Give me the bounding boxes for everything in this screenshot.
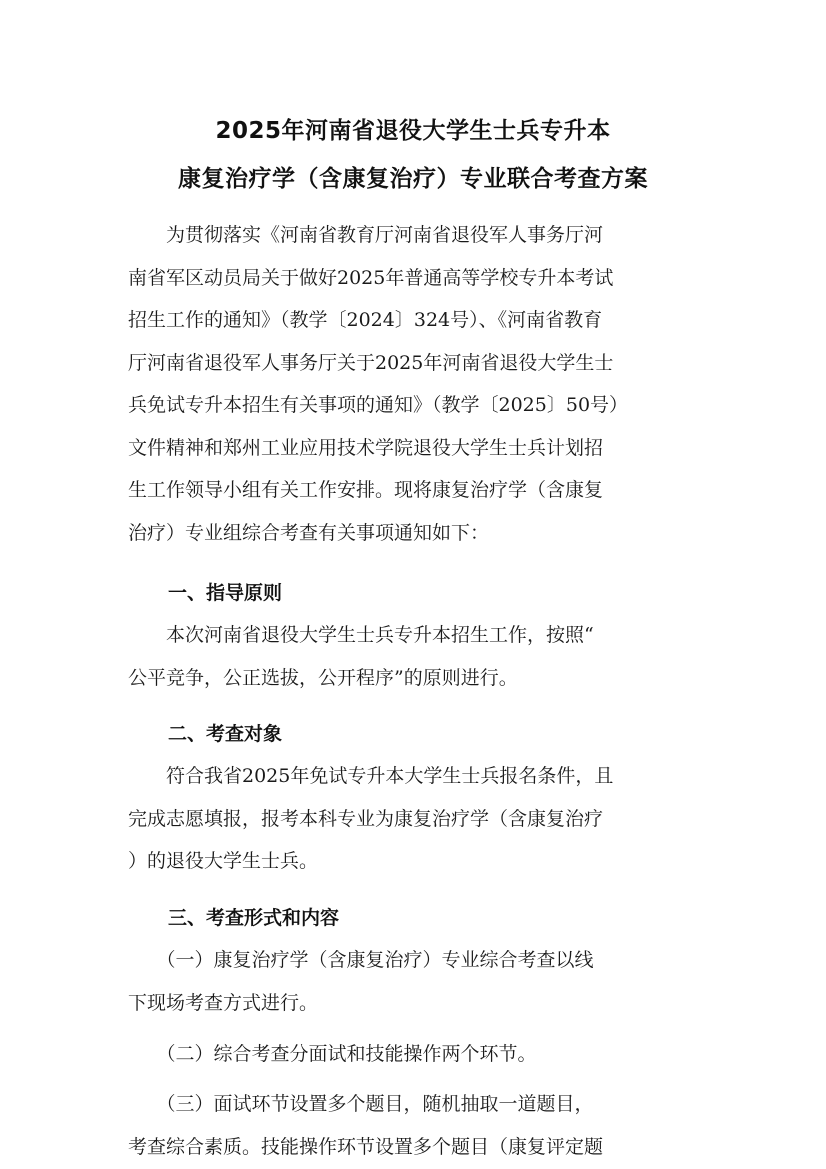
section-heading-format-content: 三、考查形式和内容 (168, 907, 340, 929)
paragraph-line: 考查综合素质。技能操作环节设置多个题目（康复评定题 (128, 1135, 604, 1158)
paragraph-line: （三）面试环节设置多个题目，随机抽取一道题目， (128, 1093, 594, 1115)
paragraph-line: 本次河南省退役大学生士兵专升本招生工作，按照“ (128, 624, 594, 646)
paragraph-line: 南省军区动员局关于做好2025年普通高等学校专升本考试 (128, 266, 614, 289)
section3-item1-paragraph (128, 939, 688, 1024)
paragraph-line: 文件精神和郑州工业应用技术学院退役大学生士兵计划招 (128, 436, 604, 459)
intro-paragraph (128, 214, 688, 554)
paragraph-line: 下现场考查方式进行。 (128, 991, 319, 1014)
paragraph-line: 为贯彻落实《河南省教育厅河南省退役军人事务厅河 (128, 224, 604, 246)
section2-paragraph (128, 755, 688, 883)
section3-item3-paragraph (128, 1083, 688, 1168)
section-heading-guiding-principles: 一、指导原则 (168, 582, 283, 604)
paragraph-line: 招生工作的通知》（教学〔2024〕324号）、《河南省教育 (128, 309, 603, 331)
paragraph-line: 治疗）专业组综合考查有关事项通知如下： (128, 521, 490, 544)
paragraph-line: 符合我省2025年免试专升本大学生士兵报名条件，且 (128, 765, 614, 787)
paragraph-line: ）的退役大学生士兵。 (128, 850, 319, 872)
paragraph-line: 公平竞争，公正选拔，公开程序”的原则进行。 (128, 666, 518, 689)
paragraph-line: （一）康复治疗学（含康复治疗）专业综合考查以线 (128, 949, 594, 971)
section3-item2-paragraph (128, 1033, 688, 1076)
document-title-line1: 2025年河南省退役大学生士兵专升本 (215, 118, 611, 144)
document-title-line2: 康复治疗学（含康复治疗）专业联合考查方案 (178, 166, 648, 192)
paragraph-line: 兵免试专升本招生有关事项的通知》（教学〔2025〕50号） (128, 394, 629, 416)
paragraph-line: 厅河南省退役军人事务厅关于2025年河南省退役大学生士 (128, 351, 614, 374)
paragraph-line: （二）综合考查分面试和技能操作两个环节。 (128, 1043, 537, 1065)
section1-paragraph (128, 614, 688, 699)
paragraph-line: 生工作领导小组有关工作安排。现将康复治疗学（含康复 (128, 479, 604, 501)
section-heading-target: 二、考查对象 (168, 723, 283, 745)
paragraph-line: 完成志愿填报，报考本科专业为康复治疗学（含康复治疗 (128, 807, 604, 830)
